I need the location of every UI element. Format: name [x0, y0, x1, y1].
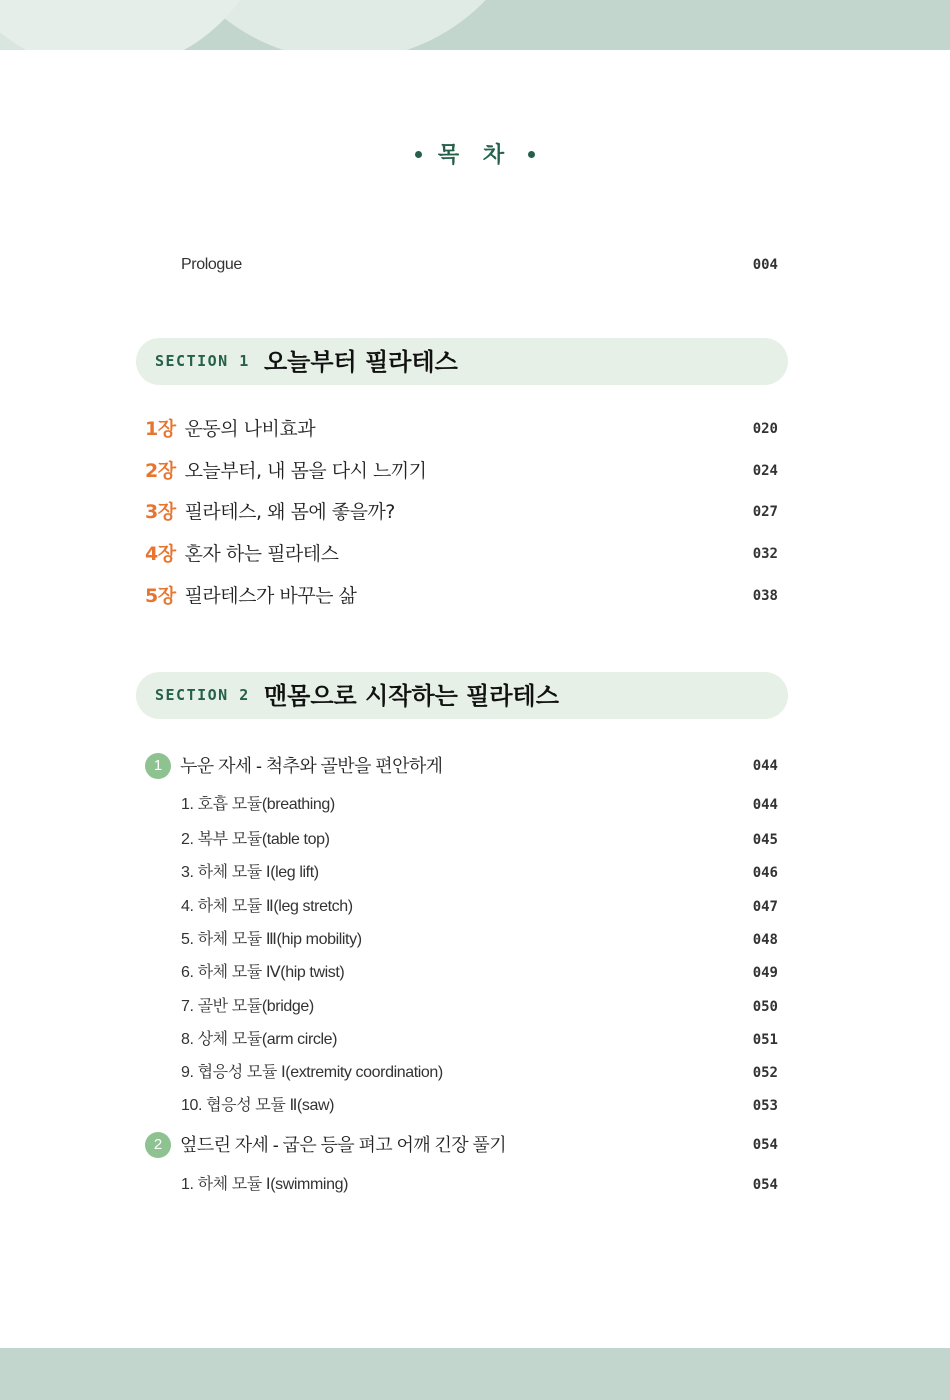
entry-page-number: 048 [752, 932, 778, 948]
entry-label: 4. 하체 모듈 Ⅱ(leg stretch) [181, 898, 353, 915]
entry-label: 6. 하체 모듈 Ⅳ(hip twist) [181, 964, 345, 981]
chapter-label [145, 457, 427, 485]
toc-sub-entry[interactable] [0, 1092, 950, 1120]
entry-page-number: 024 [752, 463, 778, 479]
entry-label: 10. 협응성 모듈 Ⅱ(saw) [181, 1097, 335, 1114]
part-number-badge: 2 [145, 1132, 171, 1158]
entry-page-number: 046 [752, 865, 778, 881]
chapter-label [145, 415, 315, 443]
entry-label: 3. 하체 모듈 Ⅰ(leg lift) [181, 864, 319, 881]
entry-page-number: 045 [752, 832, 778, 848]
part-title: 누운 자세 - 척추와 골반을 편안하게 [180, 756, 443, 776]
top-decorative-circle [0, 0, 270, 50]
chapter-title: 필라테스, 왜 몸에 좋을까? [184, 501, 395, 523]
toc-sub-entry[interactable] [0, 893, 950, 921]
part-title: 엎드린 자세 - 굽은 등을 펴고 어깨 긴장 풀기 [180, 1135, 506, 1155]
toc-chapter-entry[interactable] [0, 582, 950, 610]
toc-heading [0, 138, 950, 169]
entry-label: 1. 호흡 모듈(breathing) [181, 796, 335, 813]
section-title: 오늘부터 필라테스 [264, 347, 458, 376]
entry-page-number: 032 [752, 546, 778, 562]
chapter-number: 5장 [145, 585, 176, 607]
part-number-badge: 1 [145, 753, 171, 779]
entry-label: Prologue [181, 256, 242, 273]
toc-sub-entry[interactable] [0, 993, 950, 1021]
chapter-title: 필라테스가 바꾸는 삶 [184, 585, 357, 607]
toc-entry-prologue[interactable] [0, 251, 950, 279]
entry-label: 2. 복부 모듈(table top) [181, 831, 330, 848]
entry-page-number: 053 [752, 1098, 778, 1114]
chapter-label [145, 540, 339, 568]
toc-sub-entry[interactable] [0, 859, 950, 887]
toc-sub-entry[interactable] [0, 959, 950, 987]
entry-page-number: 049 [752, 965, 778, 981]
section-tag: SECTION 1 [155, 352, 250, 370]
chapter-number: 1장 [145, 418, 176, 440]
chapter-number: 3장 [145, 501, 176, 523]
entry-page-number: 054 [752, 1177, 778, 1193]
toc-chapter-entry[interactable] [0, 415, 950, 443]
toc-chapter-entry[interactable] [0, 498, 950, 526]
toc-sub-entry[interactable] [0, 1059, 950, 1087]
entry-page-number: 047 [752, 899, 778, 915]
entry-label: 9. 협응성 모듈 Ⅰ(extremity coordination) [181, 1064, 443, 1081]
toc-sub-entry[interactable] [0, 926, 950, 954]
toc-sub-entry[interactable] [0, 1171, 950, 1199]
entry-page-number: 050 [752, 999, 778, 1015]
bottom-decorative-band [0, 1348, 950, 1400]
entry-page-number: 044 [752, 797, 778, 813]
chapter-title: 혼자 하는 필라테스 [184, 543, 339, 565]
toc-part-entry[interactable] [0, 752, 950, 780]
entry-label: 1. 하체 모듈 Ⅰ(swimming) [181, 1176, 348, 1193]
entry-label: 8. 상체 모듈(arm circle) [181, 1031, 338, 1048]
chapter-title: 오늘부터, 내 몸을 다시 느끼기 [184, 460, 427, 482]
chapter-label [145, 582, 356, 610]
chapter-label [145, 498, 395, 526]
entry-label: 7. 골반 모듈(bridge) [181, 998, 314, 1015]
section-title: 맨몸으로 시작하는 필라테스 [264, 681, 559, 710]
entry-page-number: 020 [752, 421, 778, 437]
toc-chapter-entry[interactable] [0, 540, 950, 568]
entry-page-number: 027 [752, 504, 778, 520]
toc-sub-entry[interactable] [0, 791, 950, 819]
toc-sub-entry[interactable] [0, 1026, 950, 1054]
toc-title-text: 목 차 [437, 143, 513, 168]
chapter-number: 2장 [145, 460, 176, 482]
entry-page-number: 054 [752, 1137, 778, 1153]
toc-sub-entry[interactable] [0, 826, 950, 854]
entry-page-number: 044 [752, 758, 778, 774]
toc-part-entry[interactable] [0, 1131, 950, 1159]
toc-chapter-entry[interactable] [0, 457, 950, 485]
entry-page-number: 004 [752, 257, 778, 273]
bullet-dot-icon [415, 151, 422, 158]
section-header-2 [136, 672, 788, 719]
entry-page-number: 052 [752, 1065, 778, 1081]
top-decorative-band [0, 0, 950, 50]
bullet-dot-icon [528, 151, 535, 158]
entry-page-number: 038 [752, 588, 778, 604]
entry-page-number: 051 [752, 1032, 778, 1048]
entry-label: 5. 하체 모듈 Ⅲ(hip mobility) [181, 931, 362, 948]
chapter-title: 운동의 나비효과 [184, 418, 316, 440]
chapter-number: 4장 [145, 543, 176, 565]
section-header-1 [136, 338, 788, 385]
section-tag: SECTION 2 [155, 686, 250, 704]
